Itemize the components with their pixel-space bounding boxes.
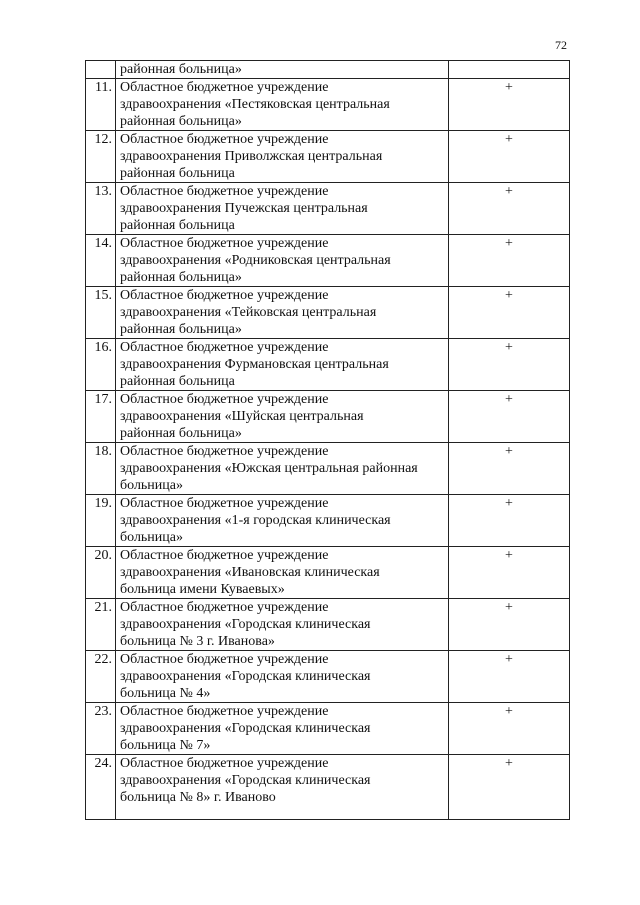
institution-name-line: Областное бюджетное учреждение — [120, 184, 329, 199]
table-row — [86, 547, 570, 599]
mark-cell: + — [449, 599, 570, 651]
institution-name-line: здравоохранения «Городская клиническая — [120, 669, 371, 684]
institution-name-line: здравоохранения «Родниковская центральная — [120, 253, 391, 268]
table-row — [86, 755, 570, 820]
institution-name-cell — [116, 235, 449, 287]
table-row — [86, 703, 570, 755]
institution-name-line: здравоохранения «Пестяковская центральная — [120, 97, 390, 112]
mark-cell: + — [449, 131, 570, 183]
row-number-cell: 15. — [86, 287, 116, 339]
table-row-continuation — [86, 61, 570, 79]
institution-name-line: больница» — [120, 530, 183, 545]
row-number-cell: 17. — [86, 391, 116, 443]
table-row — [86, 287, 570, 339]
institution-name-line: Областное бюджетное учреждение — [120, 80, 329, 95]
table-row — [86, 79, 570, 131]
institution-name-cell — [116, 339, 449, 391]
row-number-cell: 22. — [86, 651, 116, 703]
table-body — [86, 61, 570, 820]
institution-name-line: здравоохранения «Ивановская клиническая — [120, 565, 380, 580]
institution-name-cell — [116, 651, 449, 703]
institution-name-line: районная больница» — [120, 270, 242, 285]
institution-name-line: здравоохранения Приволжская центральная — [120, 149, 383, 164]
institution-name-line: Областное бюджетное учреждение — [120, 392, 329, 407]
mark-cell: + — [449, 755, 570, 820]
institution-name-cell — [116, 287, 449, 339]
row-number-cell: 20. — [86, 547, 116, 599]
table-row — [86, 599, 570, 651]
table-row — [86, 131, 570, 183]
institution-name-line: Областное бюджетное учреждение — [120, 340, 329, 355]
institution-name-line: Областное бюджетное учреждение — [120, 236, 329, 251]
mark-cell: + — [449, 391, 570, 443]
mark-cell: + — [449, 235, 570, 287]
institution-name-cell — [116, 61, 449, 79]
institution-name-line: здравоохранения Пучежская центральная — [120, 201, 368, 216]
table-row — [86, 391, 570, 443]
mark-cell: + — [449, 443, 570, 495]
institution-name-line: районная больница — [120, 374, 235, 389]
institution-name-cell — [116, 443, 449, 495]
institution-name-line: районная больница — [120, 218, 235, 233]
institution-name-line: здравоохранения «Южская центральная районная — [120, 461, 418, 476]
institution-name-line: здравоохранения «Шуйская центральная — [120, 409, 364, 424]
institution-name-line: здравоохранения «Городская клиническая — [120, 721, 371, 736]
row-number-cell: 16. — [86, 339, 116, 391]
institution-name-line: здравоохранения «1-я городская клиническая — [120, 513, 391, 528]
row-number-cell: 21. — [86, 599, 116, 651]
institution-name-line: районная больница» — [120, 426, 242, 441]
row-number-cell: 24. — [86, 755, 116, 820]
institution-name-cell — [116, 755, 449, 820]
institution-name-line: Областное бюджетное учреждение — [120, 444, 329, 459]
institution-name-line: больница № 3 г. Иванова» — [120, 634, 275, 649]
row-number-cell: 23. — [86, 703, 116, 755]
institution-name-line: Областное бюджетное учреждение — [120, 756, 329, 771]
institution-name-line: Областное бюджетное учреждение — [120, 288, 329, 303]
page-number: 72 — [555, 38, 567, 52]
mark-cell — [449, 61, 570, 79]
institution-name-line: районная больница» — [120, 62, 242, 77]
institution-name-line: Областное бюджетное учреждение — [120, 652, 329, 667]
table-row — [86, 339, 570, 391]
institution-name-cell — [116, 391, 449, 443]
institution-name-line: больница № 4» — [120, 686, 211, 701]
institution-name-cell — [116, 703, 449, 755]
institution-name-cell — [116, 79, 449, 131]
mark-cell: + — [449, 339, 570, 391]
row-number-cell — [86, 61, 116, 79]
mark-cell: + — [449, 79, 570, 131]
institution-name-cell — [116, 495, 449, 547]
row-number-cell: 11. — [86, 79, 116, 131]
table-row — [86, 651, 570, 703]
institution-name-line: больница № 8» г. Иваново — [120, 790, 276, 805]
institution-name-line: больница имени Куваевых» — [120, 582, 285, 597]
mark-cell: + — [449, 495, 570, 547]
row-number-cell: 18. — [86, 443, 116, 495]
institution-name-line: Областное бюджетное учреждение — [120, 496, 329, 511]
mark-cell: + — [449, 287, 570, 339]
institution-name-line: больница № 7» — [120, 738, 211, 753]
row-number-cell: 14. — [86, 235, 116, 287]
table-row — [86, 183, 570, 235]
mark-cell: + — [449, 547, 570, 599]
mark-cell: + — [449, 651, 570, 703]
institution-name-line: больница» — [120, 478, 183, 493]
institution-name-cell — [116, 183, 449, 235]
row-number-cell: 12. — [86, 131, 116, 183]
institution-name-line: здравоохранения «Городская клиническая — [120, 773, 371, 788]
mark-cell: + — [449, 703, 570, 755]
table-row — [86, 495, 570, 547]
institution-name-line: районная больница» — [120, 322, 242, 337]
institution-name-line: здравоохранения Фурмановская центральная — [120, 357, 389, 372]
institution-name-line: Областное бюджетное учреждение — [120, 132, 329, 147]
institution-name-line: Областное бюджетное учреждение — [120, 600, 329, 615]
institution-name-line: здравоохранения «Городская клиническая — [120, 617, 371, 632]
institution-name-cell — [116, 547, 449, 599]
table-row — [86, 443, 570, 495]
institution-name-line: Областное бюджетное учреждение — [120, 548, 329, 563]
institution-name-line: Областное бюджетное учреждение — [120, 704, 329, 719]
institution-name-line: здравоохранения «Тейковская центральная — [120, 305, 377, 320]
institution-name-cell — [116, 599, 449, 651]
row-number-cell: 19. — [86, 495, 116, 547]
table-row — [86, 235, 570, 287]
mark-cell: + — [449, 183, 570, 235]
institutions-table — [85, 60, 570, 820]
institution-name-line: районная больница — [120, 166, 235, 181]
row-number-cell: 13. — [86, 183, 116, 235]
institution-name-line: районная больница» — [120, 114, 242, 129]
institution-name-cell — [116, 131, 449, 183]
